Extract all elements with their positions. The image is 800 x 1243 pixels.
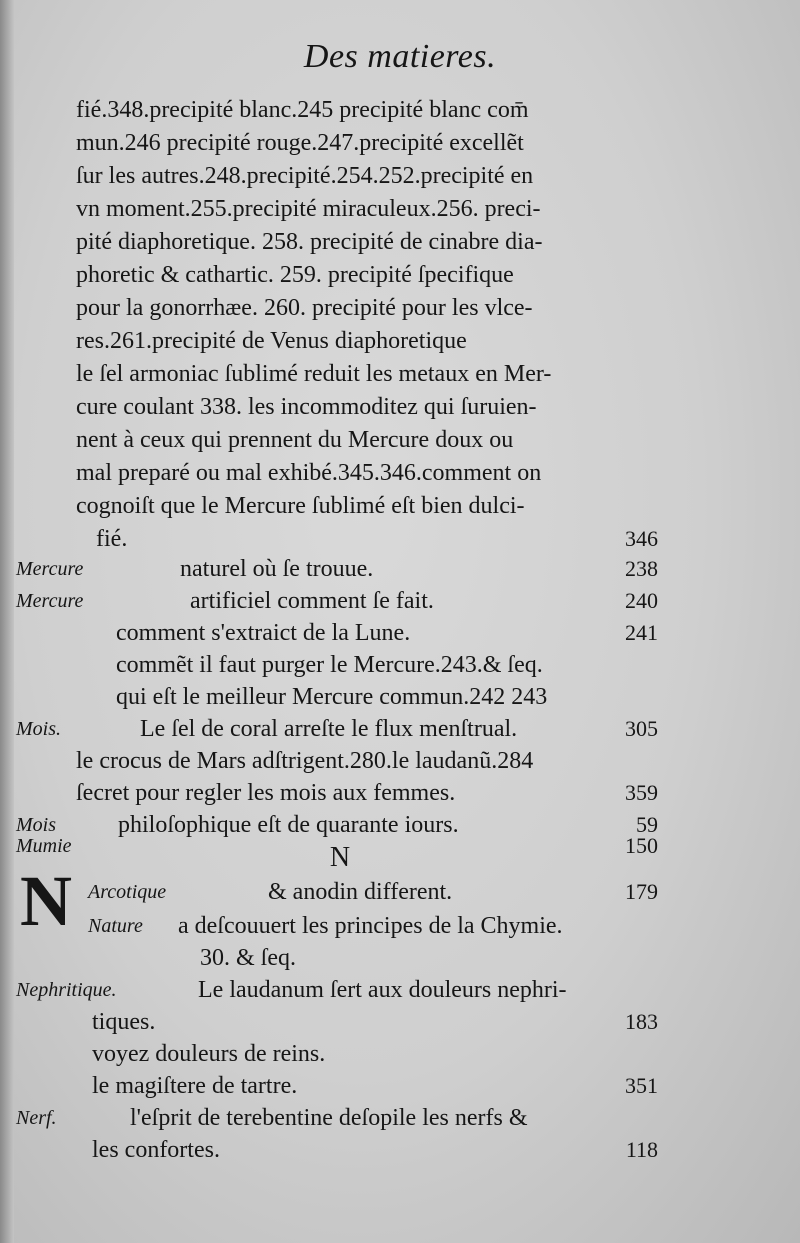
text-line: ſur les autres.248.precipité.254.252.precipité en [76,163,534,189]
index-keyword: Mois. [16,718,61,740]
text-line: 30. & ſeq. [200,945,296,971]
text-line: ſecret pour regler les mois aux femmes. [76,780,456,806]
page-number: 150 [625,833,658,858]
text-line: nent à ceux qui prennent du Mercure doux ou [76,427,514,453]
page-number: 305 [625,716,658,741]
text-line: pour la gonorrhæe. 260. precipité pour les vlce- [76,295,533,321]
text-line: res.261.precipité de Venus diaphoretique [76,328,467,354]
text-line: mal preparé ou mal exhibé.345.346.comment on [76,460,542,486]
index-keyword: Nerf. [16,1107,57,1129]
text-line: le magiſtere de tartre. [92,1073,298,1099]
page-number: 238 [625,556,658,581]
page-number: 59 [636,812,658,837]
text-line: Le laudanum ſert aux douleurs nephri- [198,977,567,1003]
text-line: le ſel armoniac ſublimé reduit les metaux en Mer- [76,361,552,387]
text-line: vn moment.255.precipité miraculeux.256. preci- [76,196,541,222]
drop-cap: N [20,861,72,941]
index-keyword: Arcotique [88,881,167,903]
page-number: 179 [625,879,658,904]
page-number: 351 [625,1073,658,1098]
text-line: artificiel comment ſe fait. [190,588,434,614]
page-number: 359 [625,780,658,805]
text-line: comment s'extraict de la Lune. [116,620,411,646]
text-line: les confortes. [92,1137,220,1163]
page-number: 240 [625,588,658,613]
index-keyword: Mercure [16,590,84,612]
index-keyword: Nephritique. [16,979,117,1001]
text-line: fié.348.precipité blanc.245 precipité blanc com̄ [76,97,529,123]
page-number: 346 [625,526,658,551]
text-line: philoſophique eſt de quarante iours. [118,812,459,838]
text-line: cure coulant 338. les incommoditez qui ſuruien- [76,394,537,420]
index-keyword: Mois [16,814,56,836]
text-line: naturel où ſe trouue. [180,556,374,582]
text-line: l'eſprit de terebentine deſopile les nerfs & [130,1105,528,1131]
text-line: le crocus de Mars adſtrigent.280.le laudanũ.284 [76,748,534,774]
text-line: cognoiſt que le Mercure ſublimé eſt bien dulci- [76,493,525,519]
text-line: mun.246 precipité rouge.247.precipité excellẽt [76,130,524,156]
text-line: qui eſt le meilleur Mercure commun.242 243 [116,684,548,710]
text-line: Le ſel de coral arreſte le flux menſtrual. [140,716,518,742]
page-number: 118 [625,1137,658,1162]
index-keyword: Mumie [16,835,72,857]
page-header: Des matieres. [303,38,497,75]
text-line: voyez douleurs de reins. [92,1041,326,1067]
index-keyword: Nature [88,915,143,937]
index-keyword: Mercure [16,558,84,580]
text-line: pité diaphoretique. 258. precipité de cinabre dia- [76,229,543,255]
text-line: commẽt il faut purger le Mercure.243.& ſeq. [116,652,543,678]
page-number: 241 [625,620,658,645]
page-edge-shadow [0,0,14,1243]
text-line: a deſcouuert les principes de la Chymie. [178,913,563,939]
text-line: phoretic & cathartic. 259. precipité ſpecifique [76,262,514,288]
text-line: & anodin different. [268,879,453,905]
section-letter: N [329,842,351,873]
text-line: fié. [96,526,128,552]
page-number: 183 [625,1009,658,1034]
text-line: tiques. [92,1009,156,1035]
